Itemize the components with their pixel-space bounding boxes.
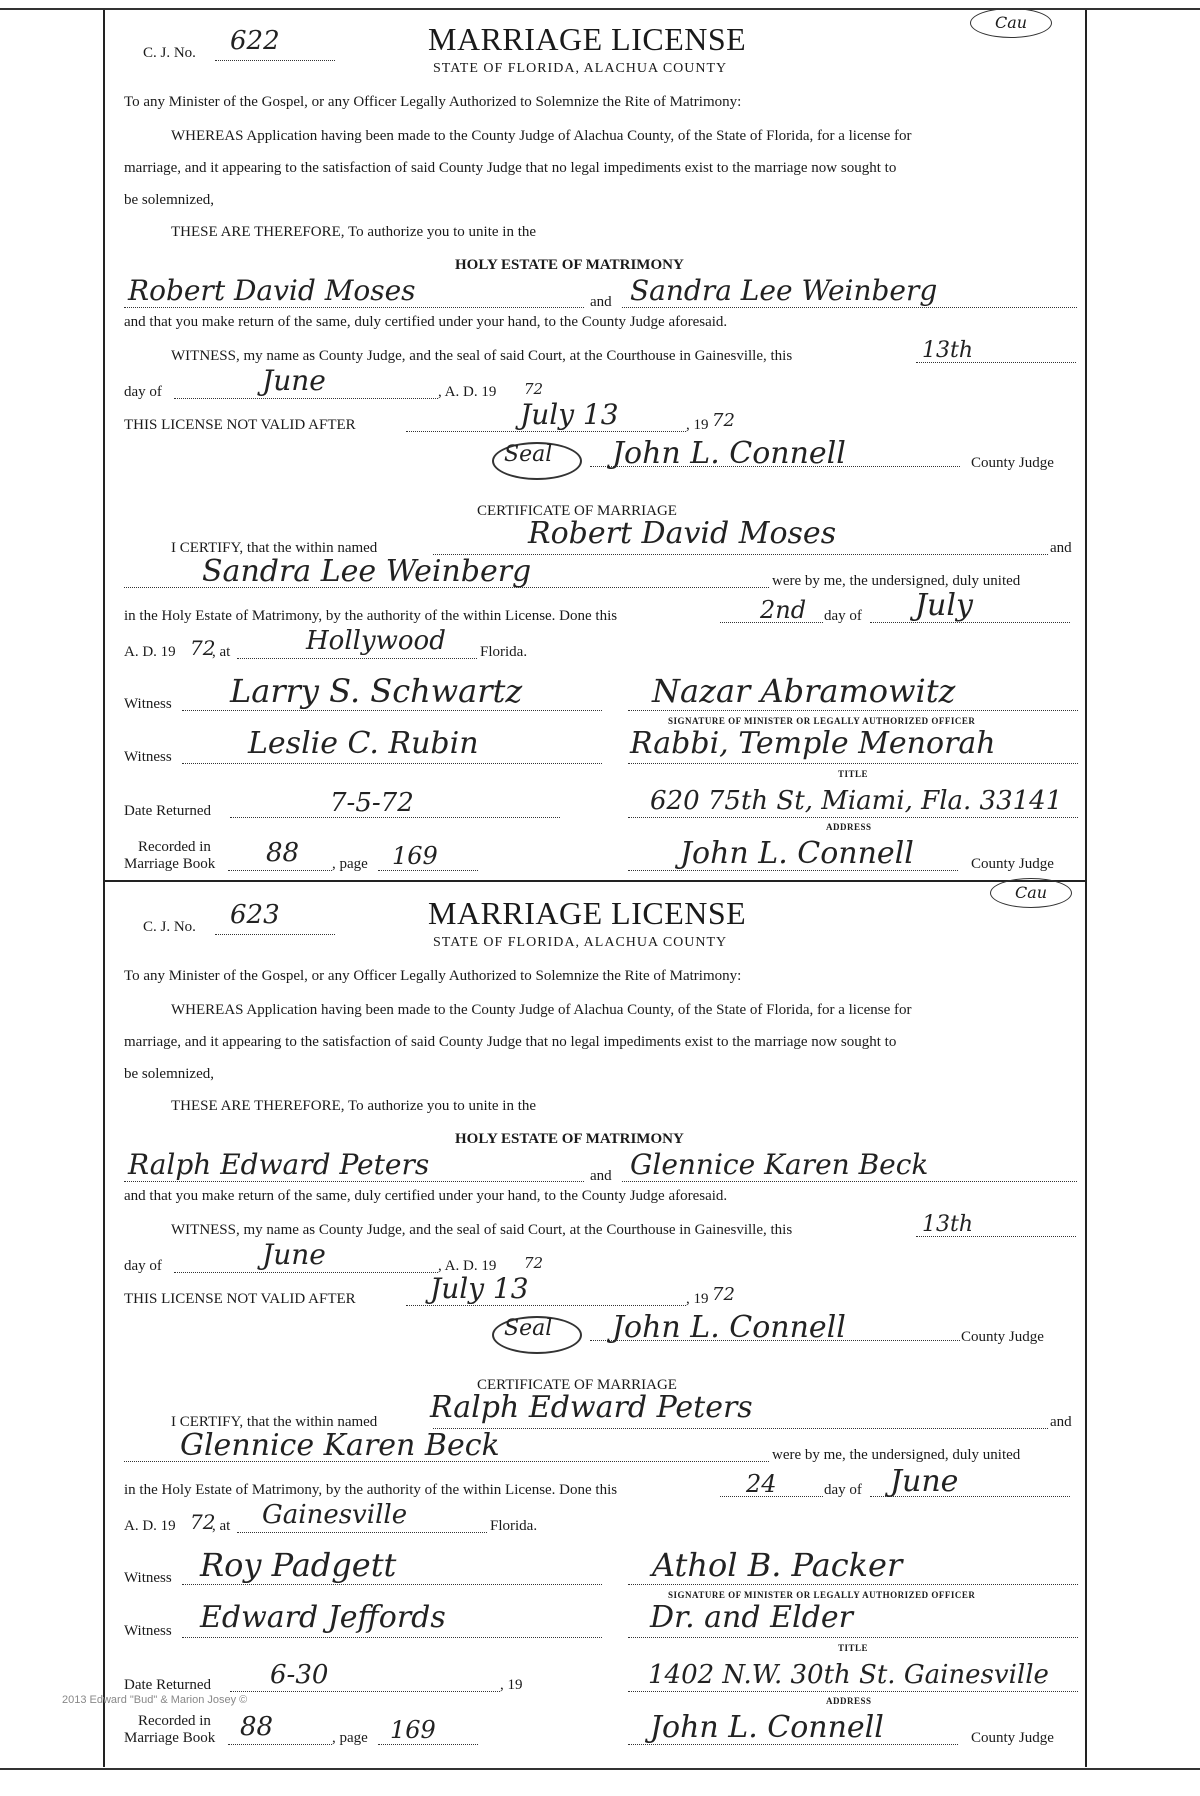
judge-signature: John L. Connell xyxy=(612,436,846,471)
license-year: 72 xyxy=(524,1254,544,1272)
return-line: and that you make return of the same, duly certified under your hand, to the County Judge aforesaid. xyxy=(124,314,728,330)
cert-year: 72 xyxy=(190,1510,216,1534)
license-month: June xyxy=(262,364,326,397)
officer-signature: Nazar Abramowitz xyxy=(652,672,956,710)
officer-title: Dr. and Elder xyxy=(650,1600,853,1635)
ceremony-place: Hollywood xyxy=(306,626,446,656)
date-returned-label: Date Returned xyxy=(124,1677,212,1693)
marriage-book-value: 88 xyxy=(240,1712,274,1742)
officer-signature-caption: SIGNATURE OF MINISTER OR LEGALLY AUTHORIZED OFFICER xyxy=(668,1590,976,1600)
done-day: 2nd xyxy=(760,596,807,624)
page-label: , page xyxy=(332,856,368,872)
ad-label: , A. D. 19 xyxy=(438,384,497,400)
done-month: July xyxy=(915,588,973,623)
bottom-border xyxy=(0,1768,1200,1770)
witness-1-label: Witness xyxy=(124,696,172,712)
officer-address-caption: ADDRESS xyxy=(826,822,872,832)
recorded-in-label: Recorded in xyxy=(138,1713,211,1729)
ad-19-label: A. D. 19 xyxy=(124,1518,176,1534)
cj-no-value: 623 xyxy=(230,900,280,930)
not-valid-label: THIS LICENSE NOT VALID AFTER xyxy=(124,1291,356,1307)
not-valid-label: THIS LICENSE NOT VALID AFTER xyxy=(124,417,356,433)
license-year: 72 xyxy=(524,380,544,398)
officer-address: 620 75th St, Miami, Fla. 33141 xyxy=(650,786,1063,816)
cert-bride-name: Glennice Karen Beck xyxy=(180,1428,500,1463)
witness-2-label: Witness xyxy=(124,1623,172,1639)
officer-address-caption: ADDRESS xyxy=(826,1696,872,1706)
page-value: 169 xyxy=(390,1716,436,1744)
groom-name: Robert David Moses xyxy=(128,274,416,307)
cert-bride-name: Sandra Lee Weinberg xyxy=(202,554,532,589)
holy-estate-line: in the Holy Estate of Matrimony, by the authority of the within License. Done this xyxy=(124,1482,618,1498)
cau-annotation: Cau xyxy=(970,8,1052,38)
florida-label: Florida. xyxy=(490,1518,538,1534)
date-returned-value: 7-5-72 xyxy=(330,788,414,818)
cj-no-value: 622 xyxy=(230,26,280,56)
done-month: June xyxy=(890,1464,959,1499)
witness-2-signature: Leslie C. Rubin xyxy=(248,726,479,761)
marriage-book-value: 88 xyxy=(266,838,300,868)
county-judge-label-2: County Judge xyxy=(971,856,1054,872)
witness-1-label: Witness xyxy=(124,1570,172,1586)
holy-estate-heading: HOLY ESTATE OF MATRIMONY xyxy=(455,257,684,273)
license-separator xyxy=(103,880,1085,882)
florida-label: Florida. xyxy=(480,644,528,660)
ad-label: , A. D. 19 xyxy=(438,1258,497,1274)
cert-groom-name: Robert David Moses xyxy=(528,516,837,551)
county-judge-label: County Judge xyxy=(961,1329,1044,1345)
witness-day: 13th xyxy=(922,1212,974,1237)
witness-2-label: Witness xyxy=(124,749,172,765)
seal-text: Seal xyxy=(504,1316,553,1341)
witness-1-signature: Larry S. Schwartz xyxy=(230,672,523,710)
copyright-watermark: 2013 Edward "Bud" & Marion Josey © xyxy=(62,1694,248,1706)
certificate-title: CERTIFICATE OF MARRIAGE xyxy=(477,503,677,519)
not-valid-19: , 19 xyxy=(686,1291,709,1307)
cj-no-label: C. J. No. xyxy=(143,919,196,935)
bride-name: Sandra Lee Weinberg xyxy=(630,274,938,307)
cj-no-label: C. J. No. xyxy=(143,45,196,61)
i-certify-label: I CERTIFY, that the within named xyxy=(171,1414,378,1430)
cert-year: 72 xyxy=(190,636,216,660)
day-of-label-2: day of xyxy=(824,1482,862,1498)
these-are-therefore: THESE ARE THEREFORE, To authorize you to unite in the xyxy=(171,1098,537,1114)
certificate-title: CERTIFICATE OF MARRIAGE xyxy=(477,1377,677,1393)
officer-title-caption: TITLE xyxy=(838,769,869,779)
and-label: and xyxy=(590,294,612,310)
not-valid-year: 72 xyxy=(712,1284,735,1305)
not-valid-date: July 13 xyxy=(430,1272,529,1305)
i-certify-label: I CERTIFY, that the within named xyxy=(171,540,378,556)
day-of-label-2: day of xyxy=(824,608,862,624)
not-valid-19: , 19 xyxy=(686,417,709,433)
to-any-line: To any Minister of the Gospel, or any Officer Legally Authorized to Solemnize the Rite of Matrimony: xyxy=(124,94,742,110)
at-label: , at xyxy=(212,644,231,660)
return-line: and that you make return of the same, duly certified under your hand, to the County Judge aforesaid. xyxy=(124,1188,728,1204)
were-by-me-label: were by me, the undersigned, duly united xyxy=(772,1447,1021,1463)
marriage-book-label: Marriage Book xyxy=(124,856,216,872)
seal-text: Seal xyxy=(504,442,553,467)
record-judge-signature: John L. Connell xyxy=(680,836,914,871)
marriage-line: marriage, and it appearing to the satisfaction of said County Judge that no legal impediments exist to the marriage now sought to xyxy=(124,160,897,176)
officer-title-caption: TITLE xyxy=(838,1643,869,1653)
be-solemnized: be solemnized, xyxy=(124,1066,214,1082)
day-of-label: day of xyxy=(124,1258,162,1274)
whereas-line: WHEREAS Application having been made to the County Judge of Alachua County, of the State of Florida, for a license for xyxy=(171,128,912,144)
not-valid-year: 72 xyxy=(712,410,735,431)
day-of-label: day of xyxy=(124,384,162,400)
holy-estate-heading: HOLY ESTATE OF MATRIMONY xyxy=(455,1131,684,1147)
date-returned-19: , 19 xyxy=(500,1677,523,1693)
witness-day: 13th xyxy=(922,338,974,363)
groom-name: Ralph Edward Peters xyxy=(128,1148,430,1181)
to-any-line: To any Minister of the Gospel, or any Officer Legally Authorized to Solemnize the Rite of Matrimony: xyxy=(124,968,742,984)
officer-address: 1402 N.W. 30th St. Gainesville xyxy=(648,1660,1049,1690)
cert-groom-name: Ralph Edward Peters xyxy=(430,1390,753,1425)
recorded-in-label: Recorded in xyxy=(138,839,211,855)
not-valid-date: July 13 xyxy=(520,398,619,431)
county-judge-label: County Judge xyxy=(971,455,1054,471)
date-returned-value: 6-30 xyxy=(270,1660,329,1690)
witness-2-signature: Edward Jeffords xyxy=(200,1600,446,1635)
done-day: 24 xyxy=(746,1470,777,1498)
officer-signature-caption: SIGNATURE OF MINISTER OR LEGALLY AUTHORIZED OFFICER xyxy=(668,716,976,726)
these-are-therefore: THESE ARE THEREFORE, To authorize you to unite in the xyxy=(171,224,537,240)
page-label: , page xyxy=(332,1730,368,1746)
cert-and-label: and xyxy=(1050,1414,1072,1430)
officer-title: Rabbi, Temple Menorah xyxy=(630,726,996,761)
witness-1-signature: Roy Padgett xyxy=(200,1546,397,1584)
marriage-line: marriage, and it appearing to the satisfaction of said County Judge that no legal impediments exist to the marriage now sought to xyxy=(124,1034,897,1050)
license-subtitle: STATE OF FLORIDA, ALACHUA COUNTY xyxy=(433,935,728,950)
whereas-line: WHEREAS Application having been made to the County Judge of Alachua County, of the State of Florida, for a license for xyxy=(171,1002,912,1018)
bride-name: Glennice Karen Beck xyxy=(630,1148,929,1181)
cert-and-label: and xyxy=(1050,540,1072,556)
cau-annotation: Cau xyxy=(990,878,1072,908)
judge-signature: John L. Connell xyxy=(612,1310,846,1345)
date-returned-label: Date Returned xyxy=(124,803,212,819)
witness-county-judge-line: WITNESS, my name as County Judge, and the seal of said Court, at the Courthouse in Gainesville, this xyxy=(171,348,793,364)
ad-19-label: A. D. 19 xyxy=(124,644,176,660)
marriage-book-label: Marriage Book xyxy=(124,1730,216,1746)
county-judge-label-2: County Judge xyxy=(971,1730,1054,1746)
license-month: June xyxy=(262,1238,326,1271)
page-value: 169 xyxy=(392,842,438,870)
license-title: MARRIAGE LICENSE xyxy=(428,895,747,931)
were-by-me-label: were by me, the undersigned, duly united xyxy=(772,573,1021,589)
be-solemnized: be solemnized, xyxy=(124,192,214,208)
at-label: , at xyxy=(212,1518,231,1534)
license-title: MARRIAGE LICENSE xyxy=(428,21,747,57)
ceremony-place: Gainesville xyxy=(262,1500,408,1530)
witness-county-judge-line: WITNESS, my name as County Judge, and the seal of said Court, at the Courthouse in Gainesville, this xyxy=(171,1222,793,1238)
officer-signature: Athol B. Packer xyxy=(652,1546,903,1584)
holy-estate-line: in the Holy Estate of Matrimony, by the authority of the within License. Done this xyxy=(124,608,618,624)
record-judge-signature: John L. Connell xyxy=(650,1710,884,1745)
license-subtitle: STATE OF FLORIDA, ALACHUA COUNTY xyxy=(433,61,728,76)
and-label: and xyxy=(590,1168,612,1184)
